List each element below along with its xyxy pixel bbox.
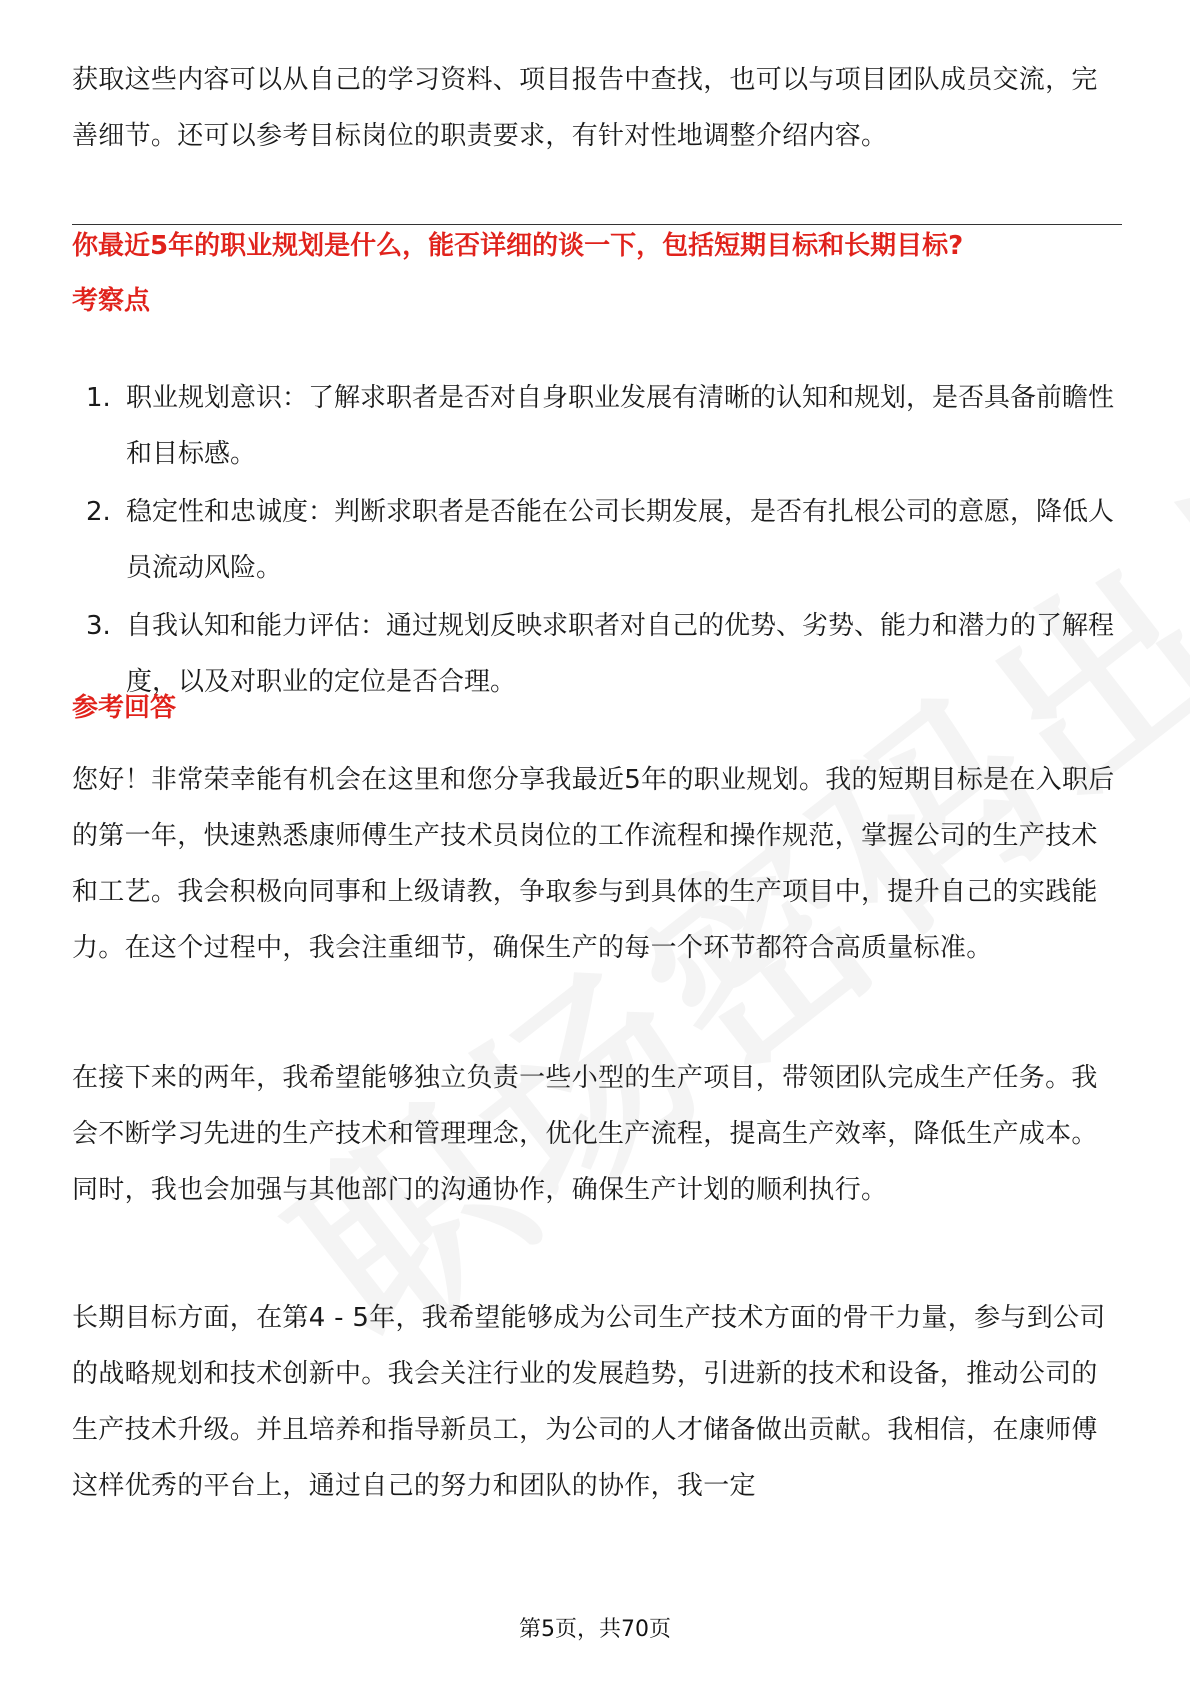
intro-paragraph: 获取这些内容可以从自己的学习资料、项目报告中查找，也可以与项目团队成员交流，完善细节。还可以参考目标岗位的职责要求，有针对性地调整介绍内容。 xyxy=(72,65,1098,151)
section-divider xyxy=(72,224,1122,225)
answer-paragraph: 在接下来的两年，我希望能够独立负责一些小型的生产项目，带领团队完成生产任务。我会不断学习先进的生产技术和管理理念，优化生产流程，提高生产效率，降低生产成本。同时，我也会加强与其他部门的沟通协作，确保生产计划的顺利执行。 xyxy=(72,1063,1098,1205)
answer-paragraph: 长期目标方面，在第4 - 5年，我希望能够成为公司生产技术方面的骨干力量，参与到公司的战略规划和技术创新中。我会关注行业的发展趋势，引进新的技术和设备，推动公司的生产技术升级。并且培养和指导新员工，为公司的人才储备做出贡献。我相信，在康师傅这样优秀的平台上，通过自己的努力和团队的协作，我一定 xyxy=(72,1303,1106,1501)
points-list xyxy=(72,370,1120,712)
list-item-text: 稳定性和忠诚度：判断求职者是否能在公司长期发展，是否有扎根公司的意愿，降低人员流动风险。 xyxy=(126,497,1115,583)
list-item xyxy=(72,484,1120,596)
list-item-number: 3. xyxy=(86,611,111,641)
question-heading: 你最近5年的职业规划是什么，能否详细的谈一下，包括短期目标和长期目标? xyxy=(72,231,964,261)
list-item-text: 职业规划意识：了解求职者是否对自身职业发展有清晰的认知和规划，是否具备前瞻性和目标感。 xyxy=(126,383,1115,469)
list-item-text: 自我认知和能力评估：通过规划反映求职者对自己的优势、劣势、能力和潜力的了解程度，以及对职业的定位是否合理。 xyxy=(126,611,1115,697)
answer-heading: 参考回答 xyxy=(72,693,177,723)
page-number-footer: 第5页，共70页 xyxy=(519,1617,671,1642)
answer-paragraph: 您好！非常荣幸能有机会在这里和您分享我最近5年的职业规划。我的短期目标是在入职后的第一年，快速熟悉康师傅生产技术员岗位的工作流程和操作规范，掌握公司的生产技术和工艺。我会积极向同事和上级请教，争取参与到具体的生产项目中，提升自己的实践能力。在这个过程中，我会注重细节，确保生产的每一个环节都符合高质量标准。 xyxy=(72,765,1115,963)
points-heading: 考察点 xyxy=(72,286,151,316)
list-item-number: 2. xyxy=(86,497,111,527)
list-item xyxy=(72,370,1120,482)
list-item-number: 1. xyxy=(86,383,111,413)
